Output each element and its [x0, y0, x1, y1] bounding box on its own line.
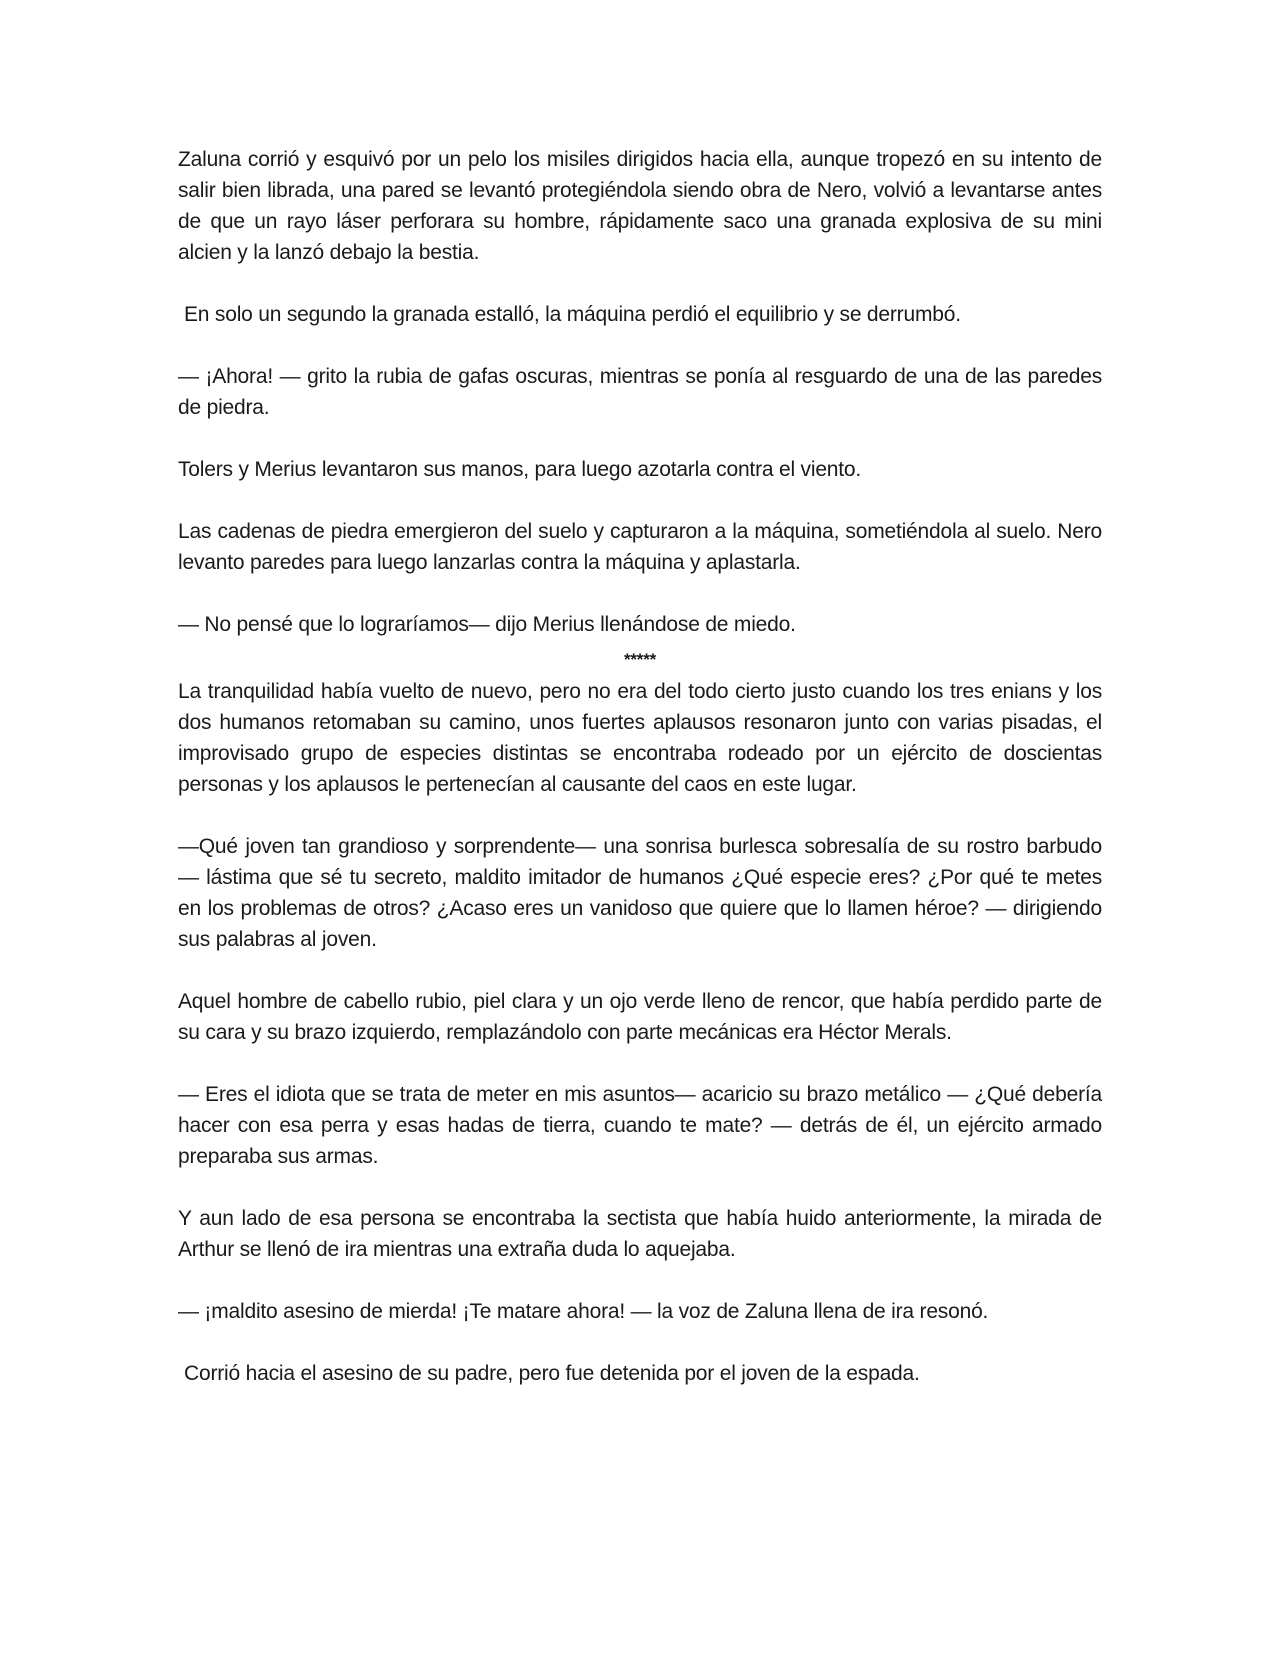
paragraph-9: Aquel hombre de cabello rubio, piel clara y un ojo verde lleno de rencor, que había perdido parte de su cara y su brazo izquierdo, remplazándolo con parte mecánicas era Héctor Merals. [178, 990, 1102, 1044]
paragraph-3: — ¡Ahora! — grito la rubia de gafas oscuras, mientras se ponía al resguardo de una de las paredes de piedra. [178, 365, 1102, 419]
paragraph-7: La tranquilidad había vuelto de nuevo, pero no era del todo cierto justo cuando los tres enians y los dos humanos retomaban su camino, unos fuertes aplausos resonaron junto con varias pisadas, el improvisado grupo de especies distintas se encontraba rodeado por un ejército de doscientas personas y los aplausos le pertenecían al causante del caos en este lugar. [178, 680, 1102, 796]
section-separator: ***** [623, 650, 657, 669]
paragraph-1: Zaluna corrió y esquivó por un pelo los misiles dirigidos hacia ella, aunque tropezó en su intento de salir bien librada, una pared se levantó protegiéndola siendo obra de Nero, volvió a levantarse antes de que un rayo láser perforara su hombre, rápidamente saco una granada explosiva de su mini alcien y la lanzó debajo la bestia. [178, 148, 1102, 264]
paragraph-6: — No pensé que lo lograríamos— dijo Merius llenándose de miedo. [178, 613, 796, 636]
paragraph-12: — ¡maldito asesino de mierda! ¡Te matare ahora! — la voz de Zaluna llena de ira resonó. [178, 1300, 989, 1323]
paragraph-11: Y aun lado de esa persona se encontraba la sectista que había huido anteriormente, la mirada de Arthur se llenó de ira mientras una extraña duda lo aquejaba. [178, 1207, 1102, 1261]
paragraph-2: En solo un segundo la granada estalló, la máquina perdió el equilibrio y se derrumbó. [184, 303, 961, 326]
paragraph-4: Tolers y Merius levantaron sus manos, para luego azotarla contra el viento. [178, 458, 862, 481]
paragraph-10: — Eres el idiota que se trata de meter en mis asuntos— acaricio su brazo metálico — ¿Qué debería hacer con esa perra y esas hadas de tierra, cuando te mate? — detrás de él, un ejército armado preparaba sus armas. [178, 1083, 1102, 1168]
paragraph-13: Corrió hacia el asesino de su padre, pero fue detenida por el joven de la espada. [184, 1362, 920, 1385]
paragraph-8: —Qué joven tan grandioso y sorprendente— una sonrisa burlesca sobresalía de su rostro barbudo — lástima que sé tu secreto, maldito imitador de humanos ¿Qué especie eres? ¿Por qué te metes en los problemas de otros? ¿Acaso eres un vanidoso que quiere que lo llamen héroe? — dirigiendo sus palabras al joven. [178, 835, 1102, 951]
document-body [178, 144, 1102, 1420]
paragraph-5: Las cadenas de piedra emergieron del suelo y capturaron a la máquina, sometiéndola al suelo. Nero levanto paredes para luego lanzarlas contra la máquina y aplastarla. [178, 520, 1102, 574]
